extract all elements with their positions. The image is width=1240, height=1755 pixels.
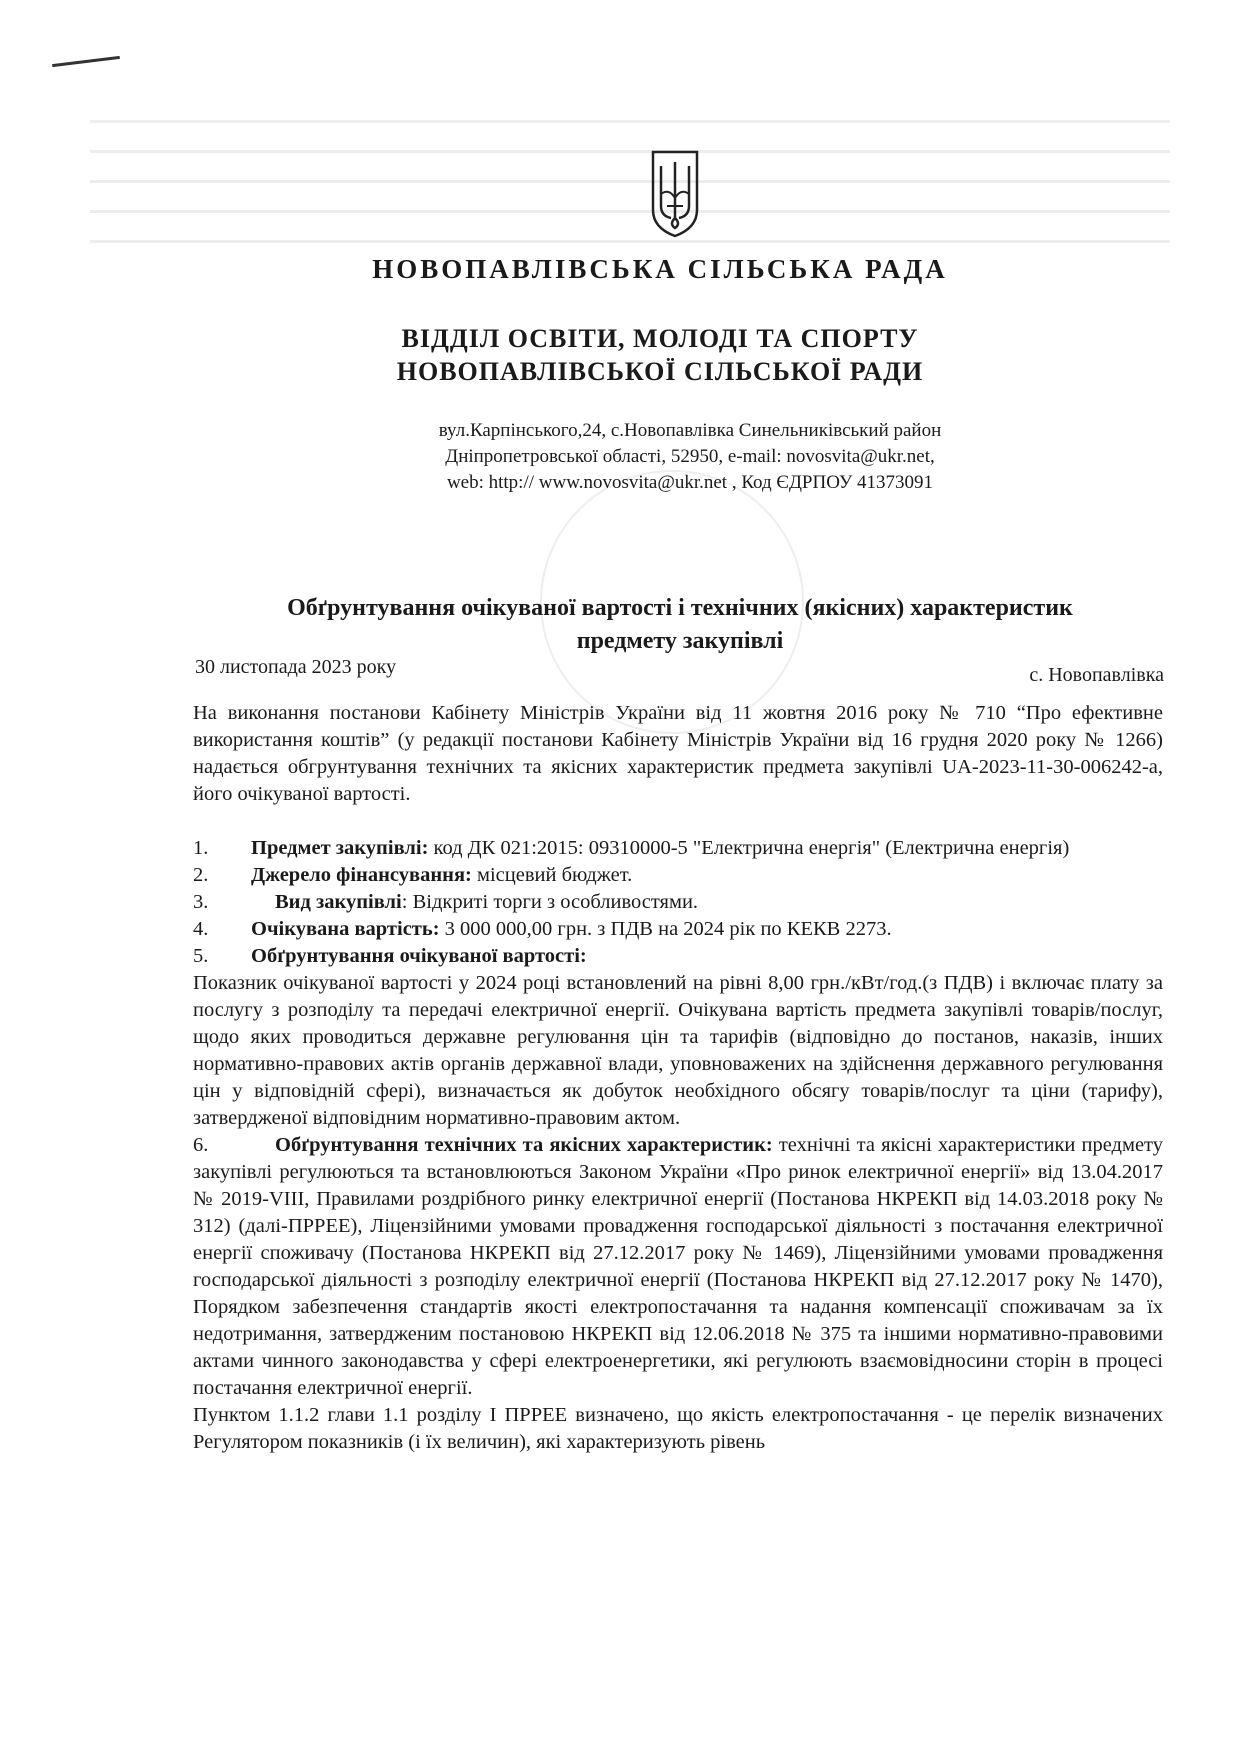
address-line-2: Дніпропетровської області, 52950, e-mail: novosvita@ukr.net, — [445, 446, 935, 467]
item-number: 2. — [193, 864, 209, 886]
item-text: : Відкриті торги з особливостями. — [401, 891, 699, 913]
item-label: Предмет закупівлі: — [251, 837, 429, 859]
org-name: НОВОПАВЛІВСЬКА СІЛЬСЬКА РАДА — [372, 254, 948, 284]
intro-paragraph: На виконання постанови Кабінету Міністрів України від 11 жовтня 2016 року № 710 “Про ефективне використання коштів” (у редакції постанови Кабінету Міністрів України від 16 грудня 2020 року № 1266) надається обгрунтування технічних та якісних характеристик предмета закупівлі UA-2023-11-30-006242-а, його очікуваної вартості. — [193, 702, 1163, 805]
item-text: технічні та якісні характеристики предмету закупівлі регулюються та встановлюються Законом України «Про ринок електричної енергії» від 13.04.2017 № 2019-VIII, Правилами роздрібного ринку електричної енергії (Постанова НКРЕКП від 14.03.2018 року № 312) (далі-ПРРЕЕ), Ліцензійними умовами провадження господарської діяльності з постачання електричної енергії споживачу (Постанова НКРЕКП від 27.12.2017 року № 1469), Ліцензійними умовами провадження господарської діяльності з розподілу електричної енергії (Постанова НКРЕКП від 27.12.2017 року № 1470), Порядком забезпечення стандартів якості електропостачання та надання компенсації споживачам за їх недотримання, затвердженим постановою НКРЕКП від 12.06.2018 № 375 та іншими нормативно-правовими актами чинного законодавства у сфері електроенергетики, які регулюють взаємовідносини сторін в процесі постачання електричної енергії. — [193, 1134, 1163, 1399]
item-label: Обґрунтування технічних та якісних характеристик: — [275, 1134, 773, 1156]
department-name — [0, 322, 1240, 388]
department-line-1: ВІДДІЛ ОСВІТИ, МОЛОДІ ТА СПОРТУ — [401, 324, 919, 353]
item5-body: Показник очікуваної вартості у 2024 році встановлений на рівні 8,00 грн./кВт/год.(з ПДВ) і включає плату за послугу з розподілу та передачі електричної енергії. Очікувана вартість предмета закупівлі товарів/послуг, щодо яких проводиться державне регулювання цін та тарифів (відповідно до постанов, наказів, інших нормативно-правових актів органів державної влади, уповноважених на здійснення державного регулювання цін у відповідній сфері), визначається як добуток необхідного обсягу товарів/послуг та ціни (тарифу), затвердженої відповідним нормативно-правовим актом. — [193, 972, 1163, 1129]
item-number: 3. — [193, 891, 209, 913]
item-number: 5. — [193, 945, 209, 967]
item-text: код ДК 021:2015: 09310000-5 "Електрична енергія" (Електрична енергія) — [428, 837, 1070, 859]
list-item — [193, 835, 1163, 862]
item-label: Вид закупівлі — [275, 891, 402, 913]
address-line-1: вул.Карпінського,24, с.Новопавлівка Синельниківський район — [438, 420, 942, 441]
department-line-2: НОВОПАВЛІВСЬКОЇ СІЛЬСЬКОЇ РАДИ — [396, 357, 924, 386]
item-number: 6. — [193, 1134, 209, 1156]
item-label: Обґрунтування очікуваної вартості: — [251, 945, 587, 967]
list-item — [193, 916, 1163, 943]
document-title — [190, 592, 1170, 658]
trident-emblem-icon — [649, 148, 701, 238]
item-text: місцевий бюджет. — [471, 864, 633, 886]
list-item — [193, 1132, 1163, 1402]
title-line-1: Обґрунтування очікуваної вартості і технічних (якісних) характеристик — [287, 595, 1073, 621]
item-number: 1. — [193, 837, 209, 859]
title-line-2: предмету закупівлі — [576, 628, 784, 654]
item-number: 4. — [193, 918, 209, 940]
document-date: 30 листопада 2023 року — [195, 656, 397, 678]
final-paragraph: Пунктом 1.1.2 глави 1.1 розділу І ПРРЕЕ визначено, що якість електропостачання - це перелік визначених Регулятором показників (і їх величин), які характеризують рівень — [193, 1404, 1163, 1453]
address-block — [0, 418, 1240, 496]
scan-mark — [52, 56, 120, 67]
document-body — [193, 700, 1163, 1456]
address-line-3: web: http:// www.novosvita@ukr.net , Код ЄДРПОУ 41373091 — [446, 472, 934, 493]
list-item — [193, 862, 1163, 889]
item-label: Очікувана вартість: — [251, 918, 440, 940]
item-label: Джерело фінансування: — [251, 864, 472, 886]
document-place: с. Новопавлівка — [1029, 664, 1164, 686]
item-text: 3 000 000,00 грн. з ПДВ на 2024 рік по КЕКВ 2273. — [439, 918, 892, 940]
list-item — [193, 889, 1163, 916]
list-item — [193, 943, 1163, 970]
